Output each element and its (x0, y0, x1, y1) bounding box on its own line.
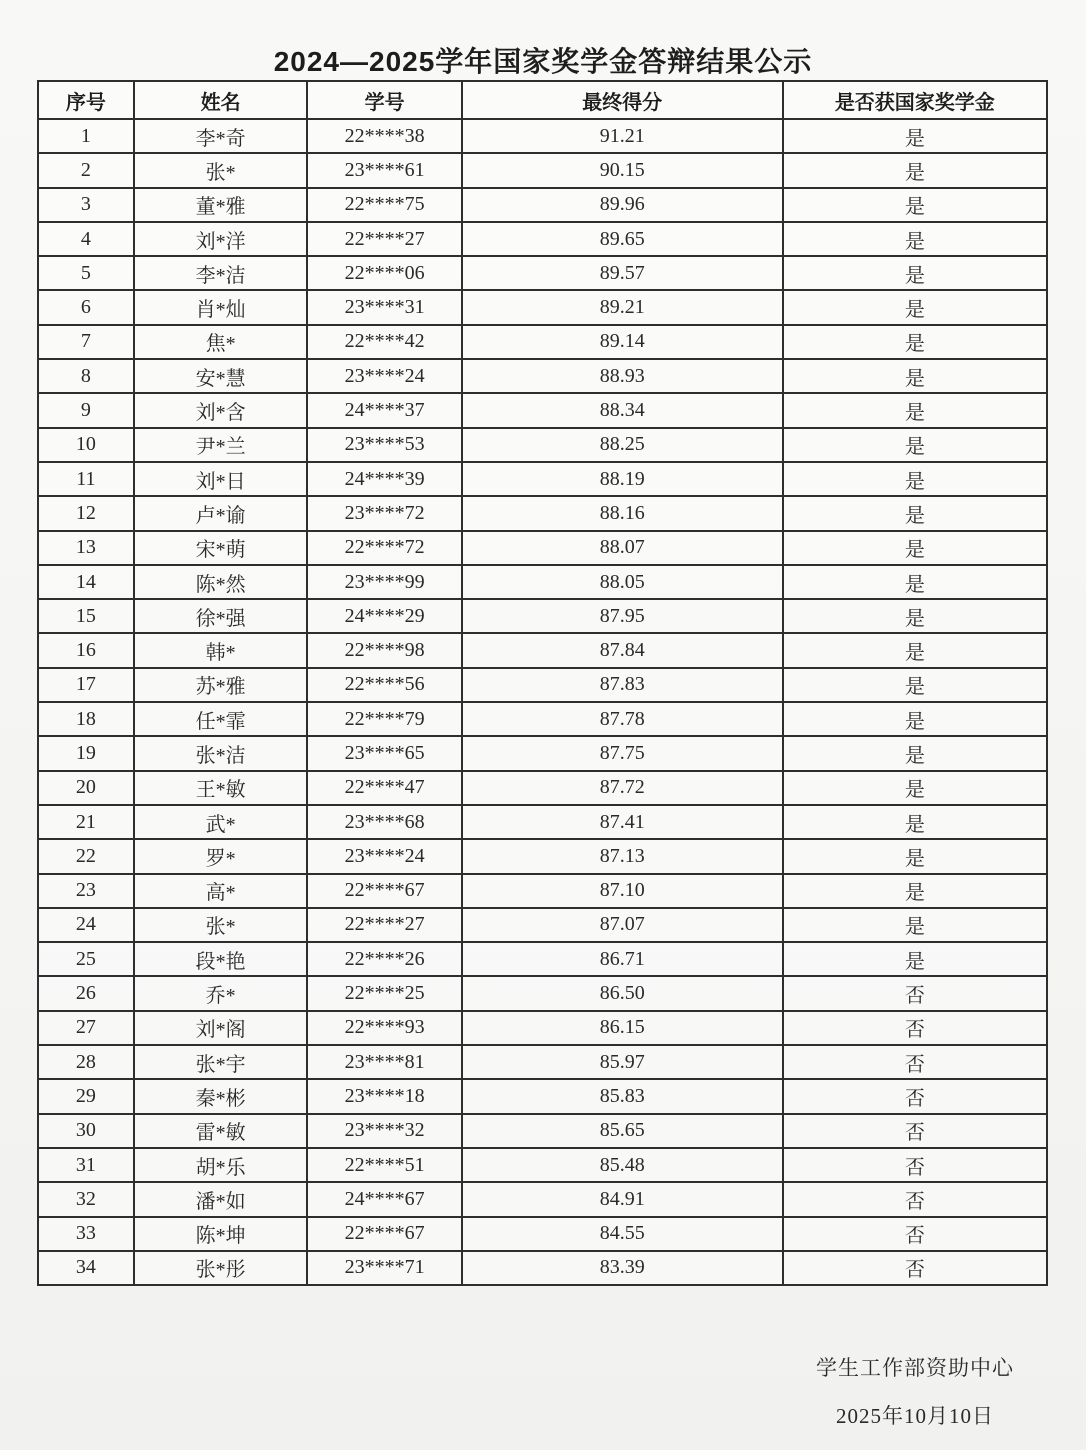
name-cell: 卢*谕 (134, 496, 308, 530)
name-cell: 潘*如 (134, 1182, 308, 1216)
student-id-cell: 22****72 (307, 531, 461, 565)
student-id-cell: 23****24 (307, 359, 461, 393)
student-id-cell: 23****24 (307, 839, 461, 873)
name-cell: 张* (134, 908, 308, 942)
student-id-cell: 22****38 (307, 119, 461, 153)
name-cell: 段*艳 (134, 942, 308, 976)
name-cell: 雷*敏 (134, 1114, 308, 1148)
table-row (38, 428, 1047, 462)
awarded-cell: 是 (783, 531, 1047, 565)
index-cell: 8 (38, 359, 134, 393)
awarded-cell: 是 (783, 805, 1047, 839)
student-id-cell: 24****39 (307, 462, 461, 496)
awarded-cell: 是 (783, 496, 1047, 530)
awarded-cell: 否 (783, 1148, 1047, 1182)
index-cell: 29 (38, 1079, 134, 1113)
name-cell: 乔* (134, 976, 308, 1010)
table-row (38, 771, 1047, 805)
awarded-cell: 是 (783, 188, 1047, 222)
index-cell: 4 (38, 222, 134, 256)
awarded-cell: 否 (783, 1079, 1047, 1113)
awarded-cell: 是 (783, 874, 1047, 908)
name-cell: 尹*兰 (134, 428, 308, 462)
index-cell: 19 (38, 736, 134, 770)
table-row (38, 1148, 1047, 1182)
name-cell: 秦*彬 (134, 1079, 308, 1113)
awarded-cell: 是 (783, 290, 1047, 324)
student-id-cell: 22****27 (307, 222, 461, 256)
score-cell: 85.65 (462, 1114, 783, 1148)
awarded-cell: 是 (783, 633, 1047, 667)
student-id-cell: 22****75 (307, 188, 461, 222)
results-table (37, 80, 1048, 1286)
table-row (38, 188, 1047, 222)
student-id-cell: 24****67 (307, 1182, 461, 1216)
name-cell: 焦* (134, 325, 308, 359)
awarded-cell: 是 (783, 565, 1047, 599)
awarded-cell: 否 (783, 1217, 1047, 1251)
awarded-cell: 是 (783, 119, 1047, 153)
name-cell: 肖*灿 (134, 290, 308, 324)
name-cell: 安*慧 (134, 359, 308, 393)
column-header-name: 姓名 (134, 81, 308, 119)
name-cell: 陈*然 (134, 565, 308, 599)
name-cell: 张*洁 (134, 736, 308, 770)
awarded-cell: 是 (783, 462, 1047, 496)
awarded-cell: 是 (783, 428, 1047, 462)
student-id-cell: 24****37 (307, 393, 461, 427)
awarded-cell: 否 (783, 1182, 1047, 1216)
student-id-cell: 22****42 (307, 325, 461, 359)
student-id-cell: 23****71 (307, 1251, 461, 1285)
name-cell: 任*霏 (134, 702, 308, 736)
awarded-cell: 是 (783, 393, 1047, 427)
name-cell: 刘*洋 (134, 222, 308, 256)
name-cell: 苏*雅 (134, 668, 308, 702)
name-cell: 张*宇 (134, 1045, 308, 1079)
name-cell: 刘*日 (134, 462, 308, 496)
score-cell: 88.93 (462, 359, 783, 393)
awarded-cell: 是 (783, 771, 1047, 805)
table-row (38, 1045, 1047, 1079)
index-cell: 20 (38, 771, 134, 805)
table-header (38, 81, 1047, 119)
index-cell: 9 (38, 393, 134, 427)
name-cell: 李*洁 (134, 256, 308, 290)
index-cell: 6 (38, 290, 134, 324)
table-row (38, 531, 1047, 565)
index-cell: 16 (38, 633, 134, 667)
name-cell: 张* (134, 153, 308, 187)
score-cell: 85.97 (462, 1045, 783, 1079)
awarded-cell: 否 (783, 1114, 1047, 1148)
table-row (38, 736, 1047, 770)
awarded-cell: 是 (783, 839, 1047, 873)
column-header-awarded: 是否获国家奖学金 (783, 81, 1047, 119)
student-id-cell: 22****47 (307, 771, 461, 805)
index-cell: 23 (38, 874, 134, 908)
awarded-cell: 是 (783, 325, 1047, 359)
awarded-cell: 是 (783, 599, 1047, 633)
student-id-cell: 23****31 (307, 290, 461, 324)
name-cell: 刘*阁 (134, 1011, 308, 1045)
student-id-cell: 22****26 (307, 942, 461, 976)
student-id-cell: 23****81 (307, 1045, 461, 1079)
score-cell: 87.07 (462, 908, 783, 942)
index-cell: 28 (38, 1045, 134, 1079)
index-cell: 5 (38, 256, 134, 290)
student-id-cell: 23****65 (307, 736, 461, 770)
score-cell: 87.41 (462, 805, 783, 839)
index-cell: 1 (38, 119, 134, 153)
awarded-cell: 是 (783, 668, 1047, 702)
name-cell: 胡*乐 (134, 1148, 308, 1182)
student-id-cell: 23****61 (307, 153, 461, 187)
score-cell: 88.16 (462, 496, 783, 530)
table-row (38, 702, 1047, 736)
table-row (38, 496, 1047, 530)
score-cell: 83.39 (462, 1251, 783, 1285)
student-id-cell: 22****51 (307, 1148, 461, 1182)
name-cell: 陈*坤 (134, 1217, 308, 1251)
score-cell: 87.75 (462, 736, 783, 770)
score-cell: 87.10 (462, 874, 783, 908)
table-row (38, 359, 1047, 393)
name-cell: 韩* (134, 633, 308, 667)
score-cell: 88.07 (462, 531, 783, 565)
index-cell: 10 (38, 428, 134, 462)
score-cell: 90.15 (462, 153, 783, 187)
signature-block (745, 1352, 1085, 1430)
score-cell: 84.91 (462, 1182, 783, 1216)
table-row (38, 462, 1047, 496)
awarded-cell: 是 (783, 359, 1047, 393)
index-cell: 7 (38, 325, 134, 359)
index-cell: 25 (38, 942, 134, 976)
index-cell: 33 (38, 1217, 134, 1251)
index-cell: 15 (38, 599, 134, 633)
awarded-cell: 是 (783, 908, 1047, 942)
table-row (38, 633, 1047, 667)
name-cell: 李*奇 (134, 119, 308, 153)
student-id-cell: 22****98 (307, 633, 461, 667)
table-row (38, 1217, 1047, 1251)
index-cell: 12 (38, 496, 134, 530)
awarded-cell: 是 (783, 702, 1047, 736)
index-cell: 27 (38, 1011, 134, 1045)
name-cell: 刘*含 (134, 393, 308, 427)
student-id-cell: 23****99 (307, 565, 461, 599)
index-cell: 13 (38, 531, 134, 565)
column-header-score: 最终得分 (462, 81, 783, 119)
student-id-cell: 23****72 (307, 496, 461, 530)
score-cell: 85.83 (462, 1079, 783, 1113)
table-row (38, 1079, 1047, 1113)
table-row (38, 908, 1047, 942)
index-cell: 18 (38, 702, 134, 736)
score-cell: 87.13 (462, 839, 783, 873)
score-cell: 84.55 (462, 1217, 783, 1251)
student-id-cell: 24****29 (307, 599, 461, 633)
table-row (38, 119, 1047, 153)
score-cell: 89.57 (462, 256, 783, 290)
table-row (38, 565, 1047, 599)
page-title: 2024—2025学年国家奖学金答辩结果公示 (273, 46, 813, 77)
score-cell: 89.21 (462, 290, 783, 324)
score-cell: 91.21 (462, 119, 783, 153)
student-id-cell: 22****27 (307, 908, 461, 942)
student-id-cell: 22****56 (307, 668, 461, 702)
score-cell: 89.14 (462, 325, 783, 359)
table-row (38, 256, 1047, 290)
student-id-cell: 22****25 (307, 976, 461, 1010)
score-cell: 88.05 (462, 565, 783, 599)
name-cell: 高* (134, 874, 308, 908)
table-row (38, 805, 1047, 839)
index-cell: 30 (38, 1114, 134, 1148)
index-cell: 17 (38, 668, 134, 702)
table-row (38, 393, 1047, 427)
name-cell: 张*彤 (134, 1251, 308, 1285)
table-row (38, 290, 1047, 324)
score-cell: 86.71 (462, 942, 783, 976)
score-cell: 87.95 (462, 599, 783, 633)
score-cell: 86.15 (462, 1011, 783, 1045)
index-cell: 34 (38, 1251, 134, 1285)
student-id-cell: 22****67 (307, 1217, 461, 1251)
table-row (38, 1182, 1047, 1216)
student-id-cell: 23****53 (307, 428, 461, 462)
awarded-cell: 是 (783, 153, 1047, 187)
score-cell: 89.96 (462, 188, 783, 222)
student-id-cell: 22****67 (307, 874, 461, 908)
issuing-department: 学生工作部资助中心 (816, 1356, 1014, 1380)
name-cell: 王*敏 (134, 771, 308, 805)
table-row (38, 668, 1047, 702)
score-cell: 85.48 (462, 1148, 783, 1182)
student-id-cell: 22****79 (307, 702, 461, 736)
index-cell: 24 (38, 908, 134, 942)
name-cell: 徐*强 (134, 599, 308, 633)
student-id-cell: 23****18 (307, 1079, 461, 1113)
name-cell: 罗* (134, 839, 308, 873)
score-cell: 86.50 (462, 976, 783, 1010)
index-cell: 3 (38, 188, 134, 222)
score-cell: 88.19 (462, 462, 783, 496)
name-cell: 董*雅 (134, 188, 308, 222)
index-cell: 14 (38, 565, 134, 599)
index-cell: 22 (38, 839, 134, 873)
table-row (38, 942, 1047, 976)
awarded-cell: 否 (783, 976, 1047, 1010)
table-row (38, 599, 1047, 633)
student-id-cell: 22****06 (307, 256, 461, 290)
table-row (38, 874, 1047, 908)
student-id-cell: 23****68 (307, 805, 461, 839)
awarded-cell: 否 (783, 1011, 1047, 1045)
score-cell: 87.83 (462, 668, 783, 702)
table-row (38, 1114, 1047, 1148)
awarded-cell: 否 (783, 1251, 1047, 1285)
table-row (38, 839, 1047, 873)
score-cell: 88.34 (462, 393, 783, 427)
score-cell: 87.84 (462, 633, 783, 667)
student-id-cell: 23****32 (307, 1114, 461, 1148)
table-row (38, 1251, 1047, 1285)
name-cell: 武* (134, 805, 308, 839)
index-cell: 26 (38, 976, 134, 1010)
table-row (38, 153, 1047, 187)
awarded-cell: 是 (783, 222, 1047, 256)
index-cell: 2 (38, 153, 134, 187)
table-row (38, 325, 1047, 359)
score-cell: 87.78 (462, 702, 783, 736)
score-cell: 89.65 (462, 222, 783, 256)
issue-date: 2025年10月10日 (836, 1404, 994, 1428)
index-cell: 21 (38, 805, 134, 839)
score-cell: 88.25 (462, 428, 783, 462)
table-row (38, 222, 1047, 256)
table-row (38, 976, 1047, 1010)
awarded-cell: 是 (783, 256, 1047, 290)
table-row (38, 1011, 1047, 1045)
awarded-cell: 是 (783, 736, 1047, 770)
header-row (38, 81, 1047, 119)
name-cell: 宋*萌 (134, 531, 308, 565)
awarded-cell: 是 (783, 942, 1047, 976)
score-cell: 87.72 (462, 771, 783, 805)
table-body (38, 119, 1047, 1285)
column-header-student-id: 学号 (307, 81, 461, 119)
index-cell: 32 (38, 1182, 134, 1216)
column-header-index: 序号 (38, 81, 134, 119)
index-cell: 11 (38, 462, 134, 496)
awarded-cell: 否 (783, 1045, 1047, 1079)
index-cell: 31 (38, 1148, 134, 1182)
student-id-cell: 22****93 (307, 1011, 461, 1045)
